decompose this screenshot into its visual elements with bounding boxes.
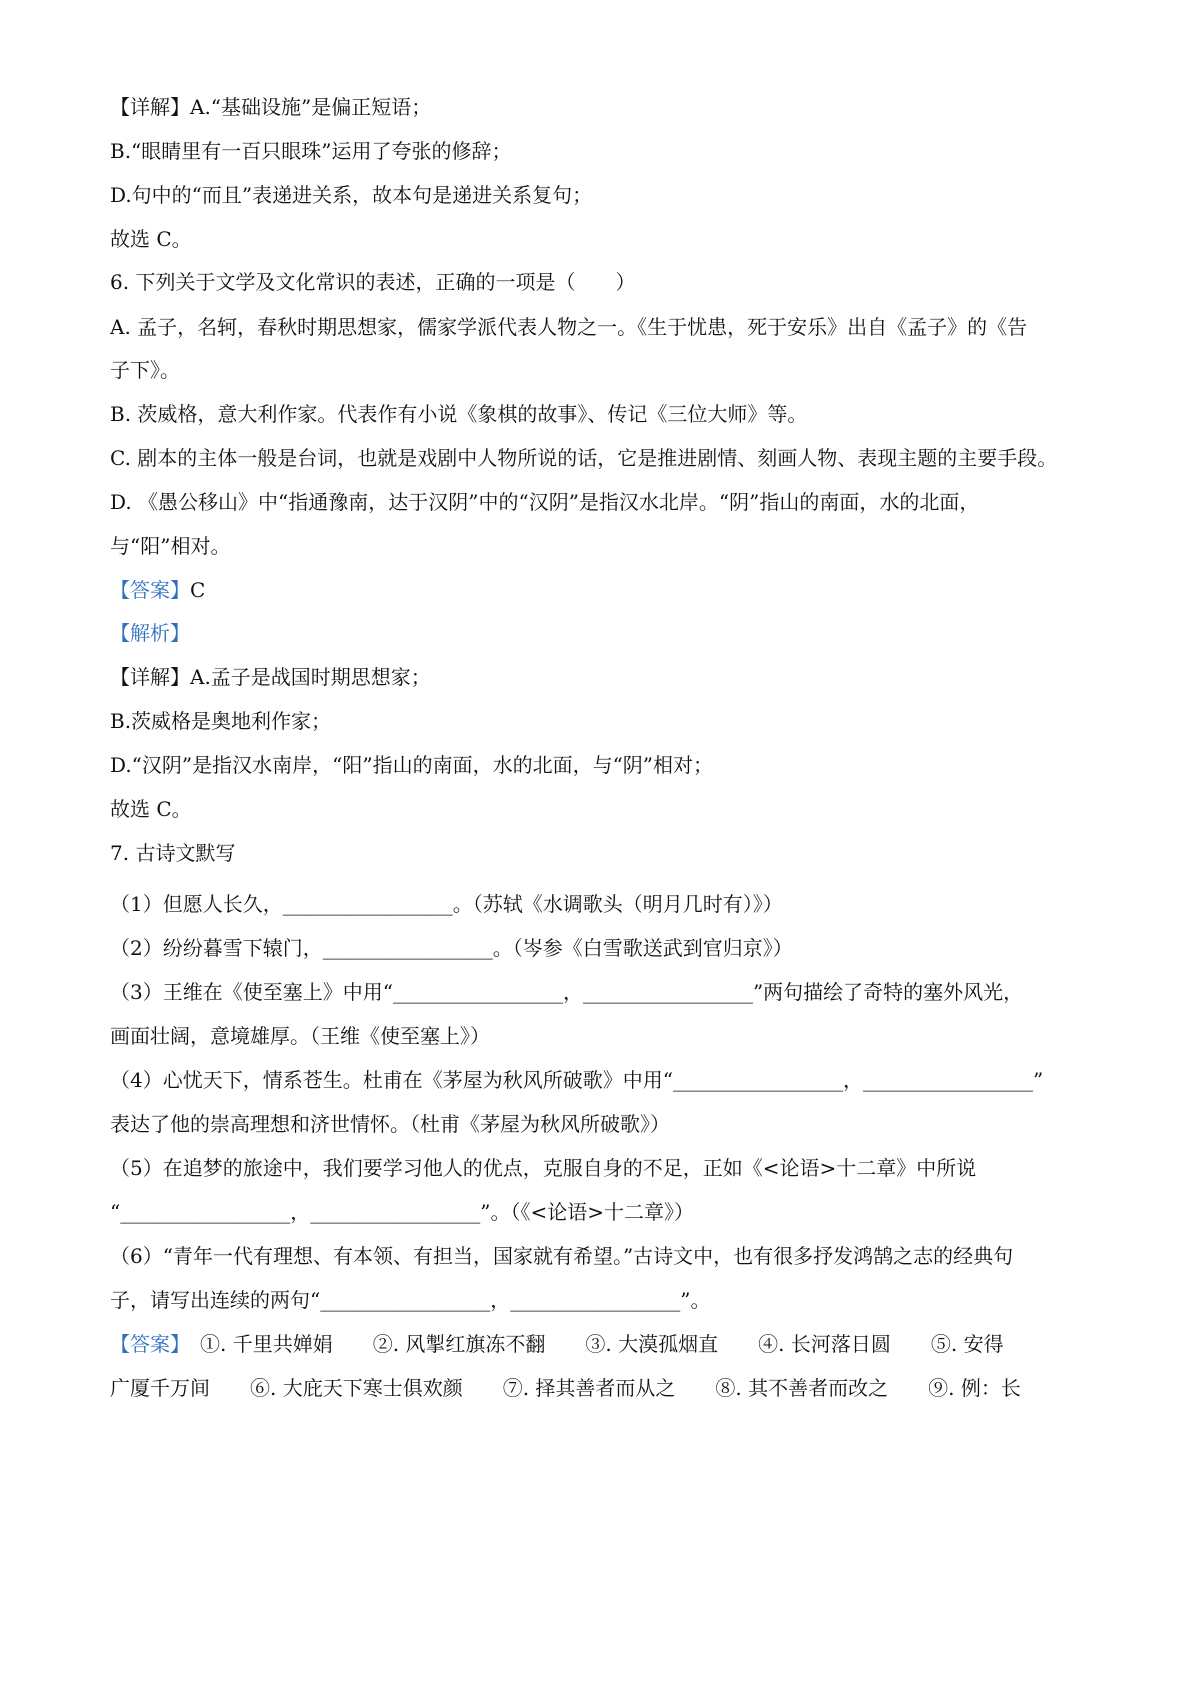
blank-item-5: （5）在追梦的旅途中，我们要学习他人的优点，克服自身的不足，正如《<论语>十二章》中所说 — [110, 1156, 977, 1180]
option-d: D. 《愚公移山》中“指通豫南，达于汉阴”中的“汉阴”是指汉水北岸。“阴”指山的南面，水的北面， — [110, 490, 980, 514]
question-6-title: 6. 下列关于文学及文化常识的表述，正确的一项是（ ） — [110, 270, 636, 294]
text-line: B.茨威格是奥地利作家； — [110, 709, 332, 733]
blank-item-6: （6）“青年一代有理想、有本领、有担当，国家就有希望。”古诗文中，也有很多抒发鸿鹄之志的经典句 — [110, 1244, 1014, 1268]
question-7-title: 7. 古诗文默写 — [110, 841, 236, 865]
answer-line-7 — [110, 1331, 1100, 1357]
answer-value: ①. 千里共婵娟 ②. 风掣红旗冻不翻 ③. 大漠孤烟直 ④. 长河落日圆 ⑤. 安得 — [180, 1332, 1004, 1356]
text-line: D.句中的“而且”表递进关系，故本句是递进关系复句； — [110, 183, 593, 207]
blank-item-4: （4）心忧天下，情系苍生。杜甫在《茅屋为秋风所破歌》中用“_________________，_________________” — [110, 1068, 1044, 1092]
blank-item-5-cont: “_________________，_________________”。（《<论语>十二章》） — [110, 1200, 694, 1224]
analysis-label: 【解析】 — [110, 621, 190, 645]
answer-cont: 广厦千万间 ⑥. 大庇天下寒士俱欢颜 ⑦. 择其善者而从之 ⑧. 其不善者而改之 ⑨. 例：长 — [110, 1376, 1021, 1400]
blank-item-6-cont: 子，请写出连续的两句“_________________，_________________”。 — [110, 1288, 711, 1312]
text-line: D.“汉阴”是指汉水南岸，“阳”指山的南面，水的北面，与“阴”相对； — [110, 753, 714, 777]
text-line: 故选 C。 — [110, 227, 192, 251]
answer-line-6 — [110, 577, 1100, 603]
text-line: 【详解】A.孟子是战国时期思想家； — [110, 665, 431, 689]
answer-value: C — [190, 578, 206, 602]
option-a: A. 孟子，名轲，春秋时期思想家，儒家学派代表人物之一。《生于忧患，死于安乐》出自《孟子》的《告 — [110, 315, 1028, 339]
text-line: 故选 C。 — [110, 797, 192, 821]
answer-label: 【答案】 — [110, 578, 190, 602]
option-a-cont: 子下》。 — [110, 358, 180, 382]
blank-item-3-cont: 画面壮阔，意境雄厚。（王维《使至塞上》） — [110, 1024, 490, 1048]
option-b: B. 茨威格，意大利作家。代表作有小说《象棋的故事》、传记《三位大师》等。 — [110, 402, 808, 426]
text-line: 【详解】A.“基础设施”是偏正短语； — [110, 95, 432, 119]
option-c: C. 剧本的主体一般是台词，也就是戏剧中人物所说的话，它是推进剧情、刻画人物、表现主题的主要手段。 — [110, 446, 1058, 470]
option-d-cont: 与“阳”相对。 — [110, 534, 231, 558]
blank-item-4-cont: 表达了他的崇高理想和济世情怀。（杜甫《茅屋为秋风所破歌》） — [110, 1112, 670, 1136]
blank-item-1: （1）但愿人长久，_________________。（苏轼《水调歌头（明月几时有）》） — [110, 892, 783, 916]
blank-item-2: （2）纷纷暮雪下辕门，_________________。（岑参《白雪歌送武到官归京》） — [110, 936, 793, 960]
text-line: B.“眼睛里有一百只眼珠”运用了夸张的修辞； — [110, 139, 512, 163]
answer-label: 【答案】 — [110, 1332, 180, 1356]
blank-item-3: （3）王维在《使至塞上》中用“_________________，_________________”两句描绘了奇特的塞外风光， — [110, 980, 1024, 1004]
